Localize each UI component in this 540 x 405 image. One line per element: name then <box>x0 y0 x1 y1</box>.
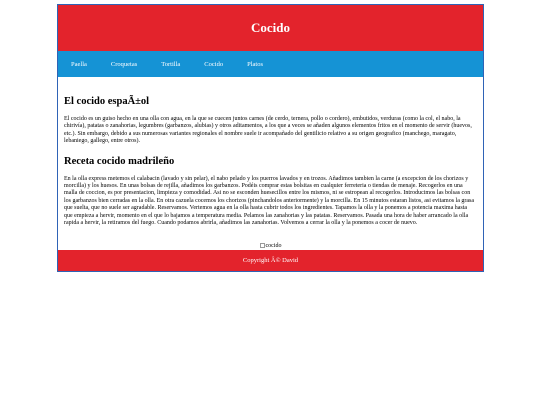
main-content <box>58 96 483 249</box>
site-header <box>58 5 483 51</box>
site-footer <box>58 250 483 271</box>
broken-image-icon <box>260 243 265 248</box>
section-heading-cocido-espanol: El cocido espaÃ±ol <box>64 96 150 107</box>
nav-item-paella[interactable]: Paella <box>71 60 87 68</box>
nav-item-tortilla[interactable]: Tortilla <box>161 60 181 68</box>
image-container <box>64 235 477 249</box>
nav-item-platos[interactable]: Platos <box>247 60 263 68</box>
nav-item-cocido[interactable]: Cocido <box>204 60 224 68</box>
image-alt-text: cocido <box>265 242 282 249</box>
page-frame <box>57 4 484 272</box>
section-text-cocido-espanol: El cocido es un guiso hecho en una olla con agua, en la que se cuecen juntos carnes (de cerdo, ternera, pollo o cordero), embutidos, verduras (como la col, el nabo, la chirivía), patatas o zanahorias, legumbres (garbanzos, alubias) y otros aditamentos, a los que a veces se añaden algunos elementos fritos en el momento de servir (huevos, etc.). Sin embargo, debido a sus numerosas variantes regionales el nombre suele ir acompañado del gentilicio relativo a su origen geografico (manchego, maragato, lebaniego, gallego, entre otros). <box>64 116 472 145</box>
section-heading-receta: Receta cocido madrileño <box>64 155 175 167</box>
copyright-text: Copyright Â© David <box>242 257 299 264</box>
nav-item-croquetas[interactable]: Croquetas <box>110 60 138 68</box>
cocido-image <box>260 243 282 249</box>
section-text-receta: En la olla express metemos el calabacin (lavado y sin pelar), el nabo pelado y los puerros lavados y en trozos. Añadimos tambien la carne (a excepcion de los chorizos y morcilla) y los huesos. En unas bolsas de rejilla, añadimos los garbanzos. Podéis comprar estas bolsitas en cualquier ferreteria o tiendas de menaje. Recogerlos en una malla de coccion, es por presentacion, limpieza y comodidad. Asi no se esconden huesecillos entre los mismos, ni se estropean al recogerlos. Introducimos las bolsas con los garbanzos bien cerradas en la olla. En otra cazuela cocemos los chorizos (pinchandolos anteriormente) y la morcilla. En 15 minutos estaran listos, asi evitamos la grasa que suelta, que no suele ser agradable. Reservamos. Vertemos agua en la olla hasta cubrir todos los ingredientes. Tapamos la olla y la ponemos a potencia maxima hasta que empieza a hervir, momento en el que lo bajamos a temperatura media. Pelamos las zanahorias y las patatas. Reservamos. Pasada una hora de haber arrancado la olla rapida a hervir, la retiramos del fuego. Cuando podamos abrirla, añadimos las zanahorias. Volvemos a cerrar la olla y la ponemos a cocer de nuevo. <box>64 175 475 227</box>
main-nav <box>58 51 483 77</box>
site-title: Cocido <box>251 20 290 35</box>
